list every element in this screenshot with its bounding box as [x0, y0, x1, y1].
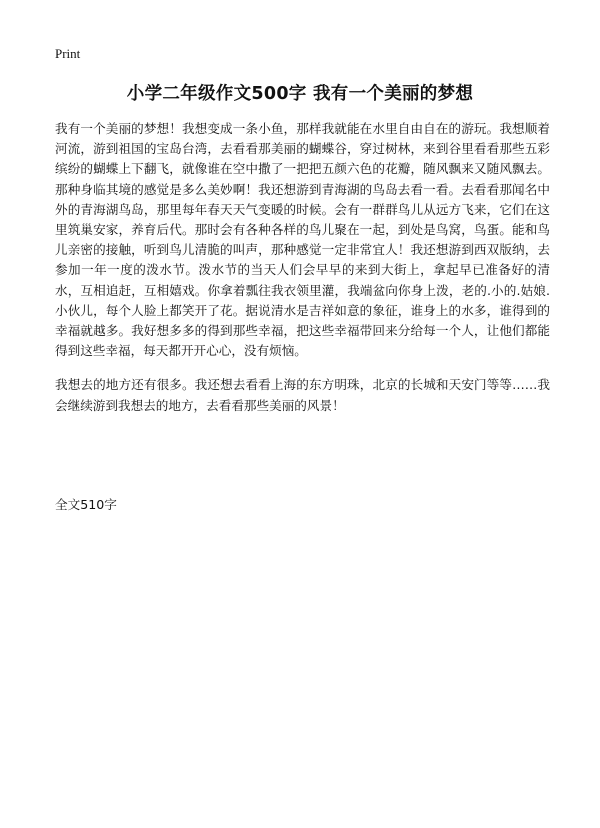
article-title: 小学二年级作文500字 我有一个美丽的梦想	[126, 84, 474, 104]
article-paragraph-1: 我有一个美丽的梦想！我想变成一条小鱼，那样我就能在水里自由自在的游玩。我想顺着河流，游到祖国的宝岛台湾，去看看那美丽的蝴蝶谷，穿过树林，来到谷里看看那些五彩缤纷的蝴蝶上下翻飞，就像谁在空中撒了一把把五颜六色的花瓣，随风飘来又随风飘去。那种身临其境的感觉是多么美妙啊！我还想游到青海湖的鸟岛去看一看。去看看那闻名中外的青海湖鸟岛，那里每年春天天气变暖的时候。会有一群群鸟儿从远方飞来，它们在这里筑巢安家，养育后代。那时会有各种各样的鸟儿聚在一起，到处是鸟窝，鸟蛋。能和鸟儿亲密的接触，听到鸟儿清脆的叫声，那种感觉一定非常宜人！我还想游到西双版纳，去参加一年一度的泼水节。泼水节的当天人们会早早的来到大街上，拿起早已准备好的清水，互相追赶，互相嬉戏。你拿着瓢往我衣领里灌，我端盆向你身上泼，老的.小的.姑娘.小伙儿，每个人脸上都笑开了花。据说清水是吉祥如意的象征，谁身上的水多，谁得到的幸福就越多。我好想多多的得到那些幸福，把这些幸福带回来分给每一个人，让他们都能得到这些幸福，每天都开开心心，没有烦恼。	[55, 121, 550, 359]
article-paragraph-2: 我想去的地方还有很多。我还想去看看上海的东方明珠，北京的长城和天安门等等……我会继续游到我想去的地方，去看看那些美丽的风景！	[55, 377, 550, 413]
article-body	[55, 119, 550, 430]
print-link[interactable]: Print	[55, 46, 81, 61]
word-count-label: 全文510字	[55, 497, 117, 512]
